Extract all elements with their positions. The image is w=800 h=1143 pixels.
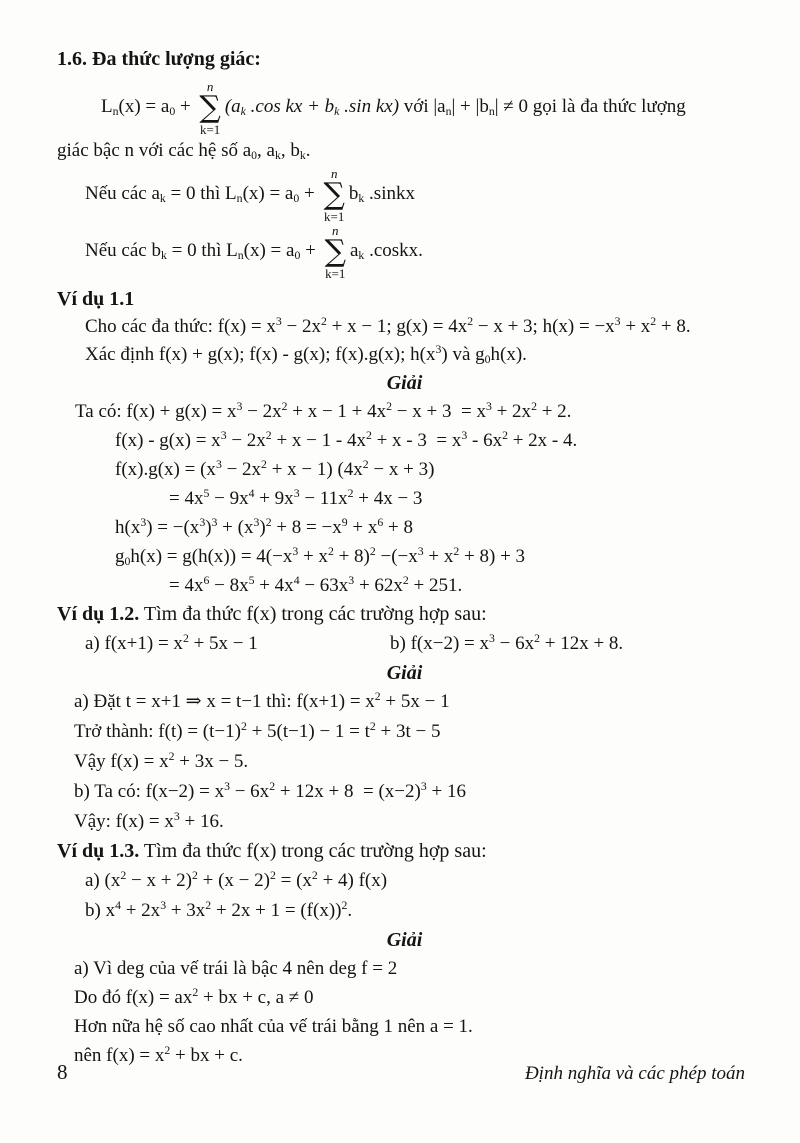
formula-series-term: ($a_k$ .cos kx + $b_k$ .sin kx): [224, 96, 400, 119]
case-b-pre: Nếu các $b_k = 0$ thì $L_n(x) = a_0$ +: [85, 240, 321, 263]
summation-symbol: [323, 167, 344, 223]
sigma-upper-limit: n: [330, 165, 338, 181]
sigma-upper-limit: n: [332, 222, 339, 238]
sigma-upper-limit: n: [206, 78, 214, 94]
solution-line: $f(x).g(x) = (x^3 - 2x^2 + x - 1) (4x^2 - x + 3)$: [115, 458, 435, 480]
solution-line: nên $f(x) = x^2$ + bx + c.: [74, 1044, 243, 1066]
solution-line: b) Ta có: $f(x-2) = x^3 - 6x^2 + 12x + 8 = (x-2)^3 + 16$: [74, 780, 466, 802]
example2-title-text: Tìm đa thức f(x) trong các trường hợp sau:: [139, 603, 487, 625]
example2-title: [57, 600, 752, 629]
solution-line: a) Đặt t = x+1 ⇒ x = t−1 thì: $f(x+1) = x^2 + 5x - 1$: [74, 690, 450, 712]
example3-title: [57, 837, 752, 866]
example1-task: Xác định f(x) + g(x); f(x) - g(x); f(x).g(x); $h(x^3)$ và $g_0h(x)$.: [85, 343, 527, 366]
solution-line: Do đó $f(x) = ax^2$ + bx + c, a ≠ 0: [74, 986, 314, 1008]
solution-line: a) Vì deg của vế trái là bậc 4 nên deg f = 2: [74, 958, 398, 979]
formula-case-cos: [85, 223, 752, 280]
case-a-post: $b_k$ .sinkx: [348, 183, 415, 206]
formula-case-sin: [85, 166, 752, 223]
solution-label: Giải: [386, 372, 423, 394]
summation-symbol: [199, 80, 220, 136]
solution-line: = $4x^6 - 8x^5 + 4x^4 - 63x^3 + 62x^2 + 251$.: [169, 574, 463, 596]
formula-condition: với $|a_n| + |b_n| \ne 0$ gọi là đa thức lượng: [399, 96, 686, 119]
solution-line: $g_0h(x) = g(h(x)) = 4(-x^3 + x^2 + 8)^2 -(-x^3 + x^2 + 8) + 3$: [115, 545, 526, 568]
solution-label: Giải: [386, 662, 423, 684]
sigma-icon: ∑: [199, 89, 221, 125]
example3-case-a: a) $(x^2 - x + 2)^2 + (x - 2)^2 = (x^2 + 4)$ f(x): [85, 869, 388, 891]
example2-cases: [57, 629, 752, 659]
solution-line: $h(x^3) = -(x^3)^3 + (x^3)^2 + 8 = -x^9 + x^6 + 8$: [115, 516, 413, 538]
formula-trig-polynomial: [101, 79, 752, 136]
case-b-post: $a_k$ .coskx.: [349, 240, 423, 263]
example3-title-number: Ví dụ 1.3.: [57, 840, 140, 862]
example1-given-polynomials: Cho các đa thức: $f(x) = x^3 - 2x^2 + x - 1$; $g(x) = 4x^2 - x + 3$; $h(x) = -x^3 + x^2 + 8$.: [85, 315, 691, 337]
sigma-lower-limit: k=1: [199, 121, 221, 137]
solution-line: Ta có: $f(x) + g(x) = x^3 - 2x^2 + x - 1 + 4x^2 - x + 3 = x^3 + 2x^2 + 2$.: [75, 400, 572, 422]
sigma-lower-limit: k=1: [324, 208, 345, 224]
example2-case-b: b) $f(x-2) = x^3 - 6x^2 + 12x + 8$.: [390, 632, 624, 654]
sigma-icon: ∑: [324, 233, 346, 269]
solution-line: Vậy: $f(x) = x^3 + 16$.: [74, 810, 224, 832]
page-number: 8: [57, 1060, 68, 1084]
sigma-icon: ∑: [323, 176, 345, 212]
example2-case-a: a) $f(x+1) = x^2 + 5x - 1$: [85, 632, 258, 654]
solution-line: = $4x^5 - 9x^4 + 9x^3 - 11x^2 + 4x - 3$: [169, 487, 423, 509]
case-a-pre: Nếu các $a_k = 0$ thì $L_n(x) = a_0$ +: [85, 183, 320, 206]
chapter-running-title: Định nghĩa và các phép toán: [524, 1063, 745, 1084]
solution-line: Trở thành: $f(t) = (t-1)^2 + 5(t-1) - 1 = t^2 + 3t - 5$: [74, 720, 441, 742]
example3-case-b: b) $x^4 + 2x^3 + 3x^2 + 2x + 1 = (f(x))^2$.: [85, 899, 353, 921]
sigma-lower-limit: k=1: [325, 265, 346, 281]
summation-symbol: [325, 224, 346, 280]
solution-line: Vậy $f(x) = x^2 + 3x - 5$.: [74, 750, 249, 772]
example1-title: Ví dụ 1.1: [57, 288, 135, 310]
section-heading: 1.6. Đa thức lượng giác:: [57, 48, 261, 70]
example2-title-number: Ví dụ 1.2.: [57, 603, 140, 625]
example3-title-text: Tìm đa thức f(x) trong các trường hợp sau:: [139, 840, 487, 862]
solution-line: Hơn nữa hệ số cao nhất của vế trái bằng 1 nên a = 1.: [74, 1016, 473, 1037]
formula-wrap-line: giác bậc n với các hệ số $a_0$, $a_k$, $b_k$.: [57, 140, 311, 162]
solution-label: Giải: [386, 929, 423, 951]
solution-line: $f(x) - g(x) = x^3 - 2x^2 + x - 1 - 4x^2 + x - 3 = x^3 - 6x^2 + 2x - 4$.: [115, 429, 578, 451]
page-footer: [57, 1060, 745, 1085]
formula-lhs: $L_n(x) = a_0$ +: [101, 96, 196, 119]
